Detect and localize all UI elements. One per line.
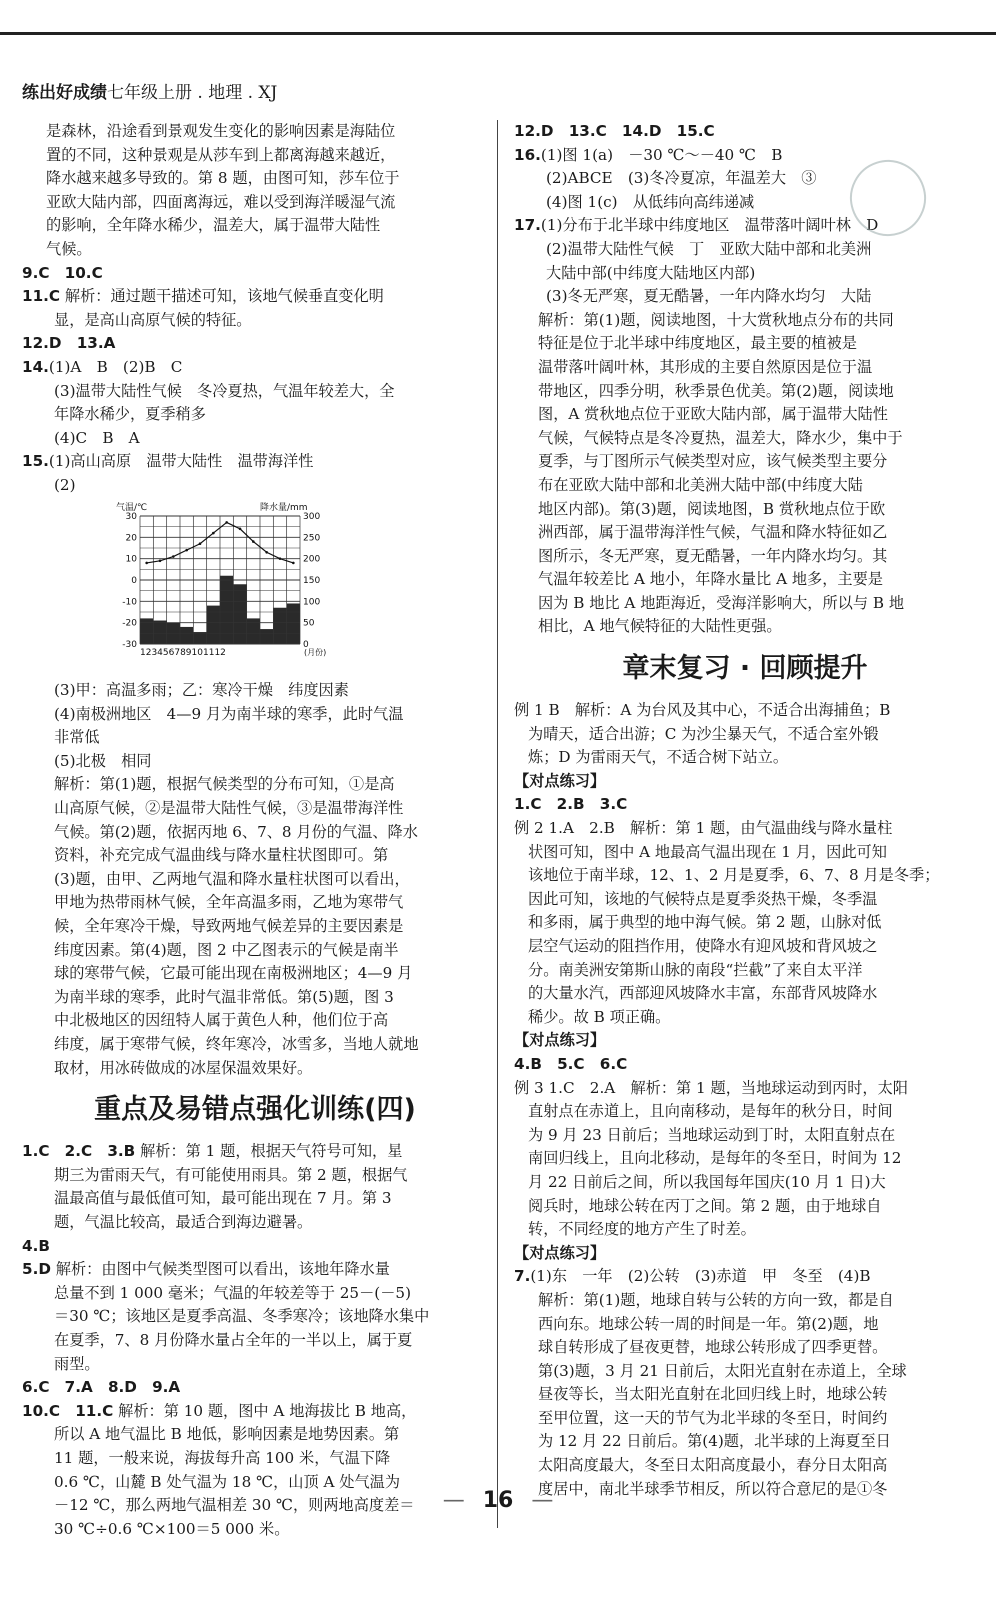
left-column [22,120,488,1541]
temperature-point [159,559,162,562]
text-line: 山高原气候，②是温带大陆性气候，③是温带海洋性 [54,799,404,818]
running-header: 练出好成绩七年级上册 . 地理 . XJ [22,83,278,103]
text-line: 球的寒带气候，它最可能出现在南极洲地区；4—9 月 [54,964,413,983]
text-line: 纬度因素。第(4)题，图 2 中乙图表示的气候是南半 [54,940,399,959]
text-line: 解析：第 1 题，根据天气符号可知，星 [140,1142,403,1161]
precip-bar [180,626,193,643]
text-line: 亚欧大陆内部，四面离海远，难以受到海洋暖湿气流 [46,192,396,211]
y-right-tick: 200 [303,554,321,565]
text-line: (1)东 一年 (2)公转 (3)赤道 甲 冬至 (4)B [530,1267,871,1286]
text-line: 为晴天，适合出游；C 为沙尘暴天气，不适合室外锻 [528,724,879,743]
text-line: 为 9 月 23 日前后；当地球运动到丁时，太阳直射点在 [528,1125,896,1144]
y-left-tick: 0 [131,575,137,586]
answer-12-15: 12.D 13.C 14.D 15.C [514,122,715,140]
answer-6-9: 6.C 7.A 8.D 9.A [22,1378,181,1397]
x-tick-labels: 123456789101112 [140,647,226,658]
page-number: 16 [482,1488,514,1513]
text-line: 非常低 [54,728,100,747]
text-line: 温最高值与最低值可知，最可能出现在 7 月。第 3 [54,1189,392,1208]
text-line: 为 12 月 22 日前后。第(4)题，北半球的上海夏至日 [538,1432,891,1451]
text-line: 的影响，全年降水稀少，温差大，属于温带大陆性 [46,216,381,235]
text-line: 雨型。 [54,1354,100,1373]
precip-bar [260,629,273,644]
analysis-15 [22,773,488,1080]
footer-dash-right: — [531,1488,554,1513]
answer-9-10: 9.C 10.C [22,263,103,282]
analysis-7 [514,1289,976,1501]
text-line: (4)南极洲地区 4—9 月为南半球的寒季，此时气温 [54,704,404,723]
precip-bar [273,607,286,643]
answer-5: 5.D [22,1260,51,1279]
page-footer [0,1488,996,1513]
answer-10-11: 10.C 11.C [22,1401,114,1420]
text-line: 图所示，冬无严寒，夏无酷暑，一年内降水均匀。其 [538,546,888,565]
text-line: 年降水稀少，夏季稍多 [54,405,206,424]
text-line: 0.6 ℃，山麓 B 处气温为 18 ℃，山顶 A 处气温为 [54,1472,401,1491]
text-line: 置的不同，这种景观是从莎车到上都离海越来越近， [46,145,396,164]
text-line: 洲西部，属于温带海洋性气候，气温和降水特征如乙 [538,523,888,542]
text-line: 例 1 B 解析：A 为台风及其中心，不适合出海捕鱼；B [514,701,891,720]
practice-heading: 【对点练习】 [514,771,606,790]
text-line: 例 2 1.A 2.B 解析：第 1 题，由气温曲线与降水量柱 [514,819,893,838]
text-line: 第(3)题，3 月 21 日前后，太阳光直射在赤道上，全球 [538,1361,907,1380]
y-left-label: 气温/℃ [116,502,148,513]
text-line: 度居中，南北半球季节相反，所以符合意尼的是①冬 [538,1479,888,1498]
climate-chart [112,500,488,678]
answer-12-13: 12.D 13.A [22,334,116,353]
text-line: (3)温带大陆性气候 冬冷夏热，气温年较差大，全 [54,381,395,400]
text-line: 气候，气候特点是冬冷夏热，温差大，降水少，集中于 [538,428,903,447]
text-line: 显，是高山高原气候的特征。 [54,310,252,329]
section-title: 重点及易错点强化训练(四) [94,1094,416,1126]
precip-bar [207,605,220,643]
text-line: 11 题，一般来说，海拔每升高 100 米，气温下降 [54,1448,391,1467]
text-line: (3)甲：高温多雨；乙：寒冷干燥 纬度因素 [54,681,349,700]
text-line: ＝30 ℃；该地区是夏季高温、冬季寒冷；该地降水集中 [54,1307,430,1326]
text-line: (3)冬无严寒，夏无酷暑，一年内降水均匀 大陆 [546,287,872,306]
text-line: (2)温带大陆性气候 丁 亚欧大陆中部和北美洲 [546,239,872,258]
text-line: 是森林，沿途看到景观发生变化的影响因素是海陆位 [46,122,396,140]
text-line: 解析：第(1)题，地球自转与公转的方向一致，都是自 [538,1290,894,1309]
text-line: 解析：第(1)题，阅读地图，十大赏秋地点分布的共同 [538,310,894,329]
text-line: 布在亚欧大陆中部和北美洲大陆中部(中纬度大陆 [538,475,863,494]
text-line: 至甲位置，这一天的节气为北半球的冬至日，时间约 [538,1408,888,1427]
temperature-point [292,561,295,564]
precip-bar [193,632,206,644]
temperature-point [265,550,268,553]
y-left-tick: -30 [122,639,137,650]
text-line: 解析：通过题干描述可知，该地气候垂直变化明 [64,287,384,306]
temperature-point [185,548,188,551]
text-line: 取材，用冰砖做成的冰屋保温效果好。 [54,1058,313,1077]
temperature-point [172,555,175,558]
footer-dash-left: — [442,1488,465,1513]
y-left-tick: 30 [125,511,137,522]
question-number: 7. [514,1267,531,1286]
text-line: 月 22 日前后之间，所以我国每年国庆(10 月 1 日)大 [528,1172,886,1191]
text-line: 直射点在赤道上，且向南移动，是每年的秋分日，时间 [528,1102,893,1121]
climate-chart-svg [112,500,372,670]
text-line: 温带落叶阔叶林，其形成的主要自然原因是位于温 [538,357,873,376]
question-number: 16. [514,145,541,164]
text-line: (1)A B (2)B C [48,357,183,376]
answer-1-3: 1.C 2.B 3.C [514,795,628,814]
text-line: (4)C B A [54,428,140,447]
text-line: 转，不同经度的地方产生了时差。 [528,1220,756,1239]
text-line: 30 ℃÷0.6 ℃×100＝5 000 米。 [54,1519,290,1538]
text-line: 解析：第(1)题，根据气候类型的分布可知，①是高 [54,775,395,794]
text-line: 气候。 [46,239,92,258]
y-right-tick: 150 [303,575,321,586]
answer-4: 4.B [22,1236,50,1255]
answer-4-6: 4.B 5.C 6.C [514,1054,628,1073]
text-line: 解析：第 10 题，图中 A 地海拔比 B 地高， [118,1401,417,1420]
text-line: 图，A 赏秋地点位于亚欧大陆内部，属于温带大陆性 [538,405,888,424]
text-line: 太阳高度最大，冬至日太阳高度最小，春分日太阳高 [538,1456,888,1475]
analysis-17 [514,309,976,639]
text-line: 南回归线上，且向北移动，是每年的冬至日，时间为 12 [528,1149,902,1168]
y-left-tick: 20 [125,532,137,543]
temperature-point [279,557,282,560]
text-line: (3)题，由甲、乙两地气温和降水量柱状图可以看出， [54,869,410,888]
text-line: 期三为雷雨天气，有可能使用雨具。第 2 题，根据气 [54,1165,408,1184]
precip-bar [233,584,246,644]
text-line: 相比，A 地气候特征的大陆性更强。 [538,617,782,636]
precip-bar [220,575,233,643]
text-line: 该地位于南半球，12、1、2 月是夏季，6、7、8 月是冬季； [528,866,940,885]
text-line: (1)高山高原 温带大陆性 温带海洋性 [48,452,314,471]
text-line: 纬度，属于寒带气候，终年寒冷，冰雪多，当地人就地 [54,1035,419,1053]
column-divider [497,120,498,1528]
right-column [514,120,976,1501]
section-title: 章末复习 · 回顾提升 [622,653,868,685]
text-line: 球自转形成了昼夜更替，地球公转形成了四季更替。 [538,1338,888,1357]
text-line: 阅兵时，地球公转在丙丁之间。第 2 题，由于地球自 [528,1196,882,1215]
question-number: 14. [22,357,49,376]
text-line: (2)ABCE (3)冬冷夏凉，年温差大 ③ [546,169,817,188]
text-line: 因为 B 地比 A 地距海近，受海洋影响大，所以与 B 地 [538,593,905,612]
text-line: 西向东。地球公转一周的时间是一年。第(2)题，地 [538,1314,879,1333]
text-line: －12 ℃，那么两地气温相差 30 ℃，则两地高度差＝ [54,1496,415,1515]
text-line: 资料，补充完成气温曲线与降水量柱状图即可。第 [54,846,389,865]
text-line: 例 3 1.C 2.A 解析：第 1 题，当地球运动到丙时，太阳 [514,1078,908,1097]
text-line: 因此可知，该地的气候特点是夏季炎热干燥，冬季温 [528,889,878,908]
text-line: 炼；D 为雷雨天气，不适合树下站立。 [528,748,789,767]
y-right-tick: 0 [303,639,309,650]
text-line: 气温年较差比 A 地小，年降水量比 A 地多，主要是 [538,570,883,589]
text-line: 题，气温比较高，最适合到海边避暑。 [54,1212,313,1231]
text-line: (1)分布于北半球中纬度地区 温带落叶阔叶林 D [540,216,879,235]
intro-block [22,120,488,262]
text-line: 稀少。故 B 项正确。 [528,1007,671,1026]
text-line: 气候。第(2)题，依据丙地 6、7、8 月份的气温、降水 [54,822,418,841]
temperature-point [225,521,228,524]
text-line: 的大量水汽，西部迎风坡降水丰富，东部背风坡降水 [528,984,878,1003]
question-number: 17. [514,216,541,235]
text-line: 中北极地区的因纽特人属于黄色人种，他们位于高 [54,1011,389,1030]
text-line: (4)图 1(c) 从低纬向高纬递减 [546,192,755,211]
temperature-point [199,542,202,545]
text-line: 所以 A 地气温比 B 地低，影响因素是地势因素。第 [54,1425,400,1444]
y-right-label: 降水量/mm [260,502,308,513]
y-right-tick: 50 [303,618,315,629]
text-line: 和多雨，属于典型的地中海气候。第 2 题，山脉对低 [528,913,882,932]
y-right-tick: 100 [303,596,321,607]
text-line: (1)图 1(a) －30 ℃～－40 ℃ B [540,145,783,164]
text-line: 地区内部)。第(3)题，阅读地图，B 赏秋地点位于欧 [538,499,886,518]
practice-heading: 【对点练习】 [514,1243,606,1262]
text-line: 在夏季，7、8 月份降水量占全年的一半以上，属于夏 [54,1330,413,1349]
text-line: 总量不到 1 000 毫米；气温的年较差等于 25－(－5) [54,1283,411,1302]
text-line: 为南半球的寒季，此时气温非常低。第(5)题，图 3 [54,987,394,1006]
text-line: 层空气运动的阻挡作用，使降水有迎风坡和背风坡之 [528,937,878,955]
text-line: 大陆中部(中纬度大陆地区内部) [546,263,756,282]
x-axis-label: (月份) [304,647,327,657]
temperature-point [212,531,215,534]
text-line: 特征是位于北半球中纬度地区，最主要的植被是 [538,334,857,353]
text-line: (2) [54,475,76,494]
temperature-point [145,561,148,564]
question-number: 15. [22,452,49,471]
y-left-tick: -20 [122,618,137,629]
precip-bar [153,620,166,643]
y-right-tick: 300 [303,511,321,522]
text-line: 甲地为热带雨林气候，全年高温多雨，乙地为寒带气 [54,893,404,912]
answer-11: 11.C [22,287,61,306]
text-line: 降水越来越多导致的。第 8 题，由图可知，莎车位于 [46,169,400,188]
y-right-tick: 250 [303,532,321,543]
text-line: 带地区，四季分明，秋季景色优美。第(2)题，阅读地 [538,381,894,400]
text-line: 候，全年寒冷干燥，导致两地气候差异的主要因素是 [54,917,404,936]
temperature-point [239,527,242,530]
text-line: 状图可知，图中 A 地最高气温出现在 1 月，因此可知 [528,842,887,861]
text-line: 解析：由图中气候类型图可以看出，该地年降水量 [55,1260,390,1279]
practice-heading: 【对点练习】 [514,1031,606,1050]
y-left-tick: -10 [122,596,137,607]
text-line: 分。南美洲安第斯山脉的南段“拦截”了来自太平洋 [528,960,863,979]
text-line: 夏季，与丁图所示气候类型对应，该气候类型主要分 [538,452,888,471]
answer-1-3: 1.C 2.C 3.B [22,1142,136,1161]
top-rule [0,32,996,35]
precip-bar [287,603,300,644]
text-line: 昼夜等长，当太阳光直射在北回归线上时，地球公转 [538,1385,888,1404]
temperature-point [252,540,255,543]
y-left-tick: 10 [125,554,137,565]
text-line: (5)北极 相同 [54,751,152,770]
